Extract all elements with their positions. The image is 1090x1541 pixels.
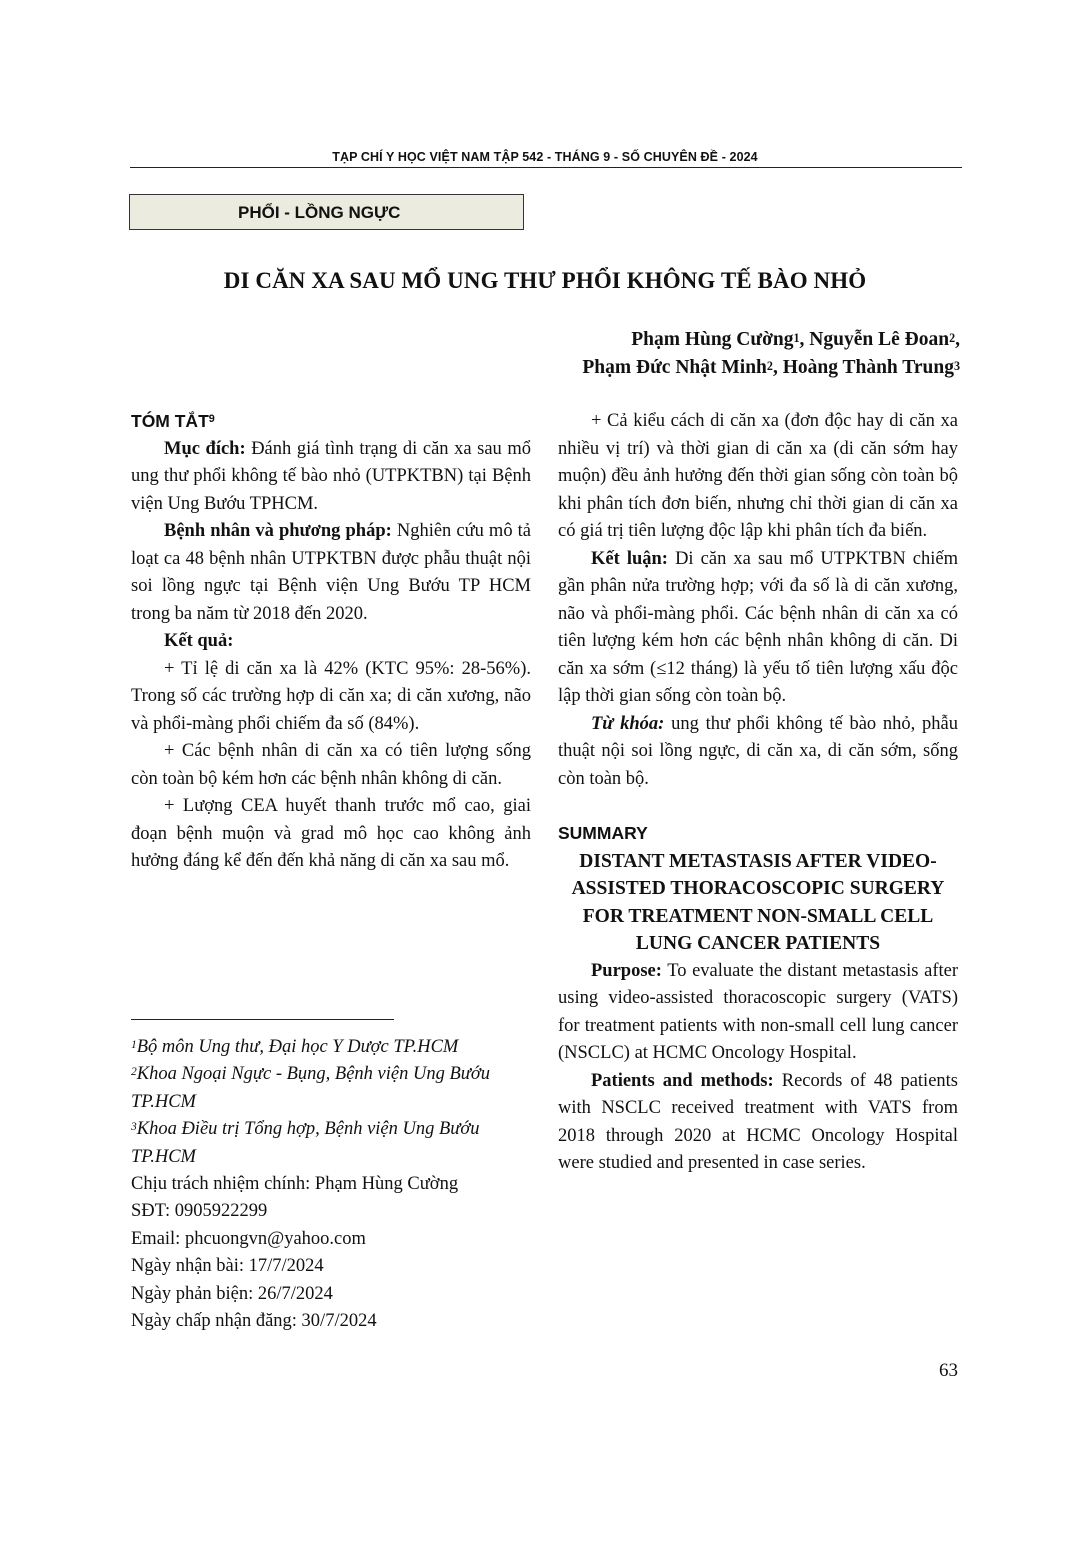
result-item: + Lượng CEA huyết thanh trước mổ cao, giai đoạn bệnh muộn và grad mô học cao không ảnh hưởng đáng kể đến đến khả năng di căn xa sau mổ. xyxy=(131,796,531,871)
author-name: Phạm Hùng Cường xyxy=(631,329,794,350)
author-name: Phạm Đức Nhật Minh xyxy=(582,357,767,378)
date-reviewed: Ngày phản biện: 26/7/2024 xyxy=(131,1283,333,1304)
keywords-label: Từ khóa: xyxy=(591,713,665,734)
affiliation-mark: 3 xyxy=(953,359,960,373)
en-methods-paragraph: Patients and methods: Records of 48 patients with NSCLC received treatment with VATS from 2018 through 2020 at HCMC Oncology Hospital were studied and presented in case series. xyxy=(558,1070,959,1173)
header-rule xyxy=(130,167,962,168)
journal-header: TẠP CHÍ Y HỌC VIỆT NAM TẬP 542 - THÁNG 9 - SỐ CHUYÊN ĐỀ - 2024 xyxy=(332,150,758,164)
footnote-rule xyxy=(131,1019,394,1020)
methods-label: Bệnh nhân và phương pháp: xyxy=(164,521,392,541)
footnotes xyxy=(131,1034,531,1335)
conclusion-paragraph: Kết luận: Di căn xa sau mổ UTPKTBN chiếm gần phân nửa trường hợp; với đa số là di căn xương, não và phổi-màng phổi. Các bệnh nhân di căn xa có tiên lượng kém hơn các bệnh nhân không di căn. Di căn xa sớm (≤12 tháng) là yếu tố tiên lượng xấu độc lập thời gian sống còn toàn bộ. xyxy=(558,548,959,706)
purpose-paragraph: Mục đích: Đánh giá tình trạng di căn xa sau mổ ung thư phổi không tế bào nhỏ (UTPKTBN) tại Bệnh viện Ung Bướu TPHCM. xyxy=(131,438,531,514)
email: Email: phcuongvn@yahoo.com xyxy=(131,1228,366,1249)
article-title: DI CĂN XA SAU MỔ UNG THƯ PHỔI KHÔNG TẾ BÀO NHỎ xyxy=(223,268,867,293)
author-name: , Hoàng Thành Trung xyxy=(772,357,954,378)
purpose-label: Mục đích: xyxy=(164,438,246,459)
summary-heading: SUMMARY xyxy=(558,823,648,843)
abstract-continued xyxy=(558,408,958,1178)
phone: SĐT: 0905922299 xyxy=(131,1201,268,1222)
date-accepted: Ngày chấp nhận đăng: 30/7/2024 xyxy=(131,1311,377,1332)
abstract-vietnamese xyxy=(131,408,531,876)
authors-line-2 xyxy=(430,354,960,382)
corresponding-author: Chịu trách nhiệm chính: Phạm Hùng Cường xyxy=(131,1174,459,1195)
english-title: DISTANT METASTASIS AFTER VIDEO-ASSISTED THORACOSCOPIC SURGERY FOR TREATMENT NON-SMALL CELL LUNG CANCER PATIENTS xyxy=(571,850,945,954)
footnote-affiliation-3: $^3$Khoa Điều trị Tổng hợp, Bệnh viện Ung Bướu TP.HCM xyxy=(131,1119,480,1167)
en-purpose-label: Purpose: xyxy=(591,960,662,981)
author-name: , Nguyễn Lê Đoan xyxy=(799,329,950,350)
en-purpose-paragraph: Purpose: To evaluate the distant metastasis after using video-assisted thoracoscopic surgery (VATS) for treatment patients with non-small cell lung cancer (NSCLC) at HCMC Oncology Hospital. xyxy=(558,960,958,1063)
abstract-heading: TÓM TẮT$^9$ xyxy=(131,411,215,431)
methods-paragraph: Bệnh nhân và phương pháp: Nghiên cứu mô tả loạt ca 48 bệnh nhân UTPKTBN được phẫu thuật nội soi lồng ngực tại Bệnh viện Ung Bướu TP HCM trong ba năm từ 2018 đến 2020. xyxy=(131,521,531,624)
author-separator: , xyxy=(955,329,960,350)
result-item: + Các bệnh nhân di căn xa có tiên lượng sống còn toàn bộ kém hơn các bệnh nhân không di căn. xyxy=(131,741,531,789)
footnote-affiliation-2: $^2$Khoa Ngoại Ngực - Bụng, Bệnh viện Ung Bướu TP.HCM xyxy=(131,1064,490,1112)
keywords-paragraph: Từ khóa: ung thư phổi không tế bào nhỏ, phẫu thuật nội soi lồng ngực, di căn xa, di căn sớm, sống còn toàn bộ. xyxy=(558,713,958,789)
authors-line-1 xyxy=(430,326,960,354)
section-label: PHỔI - LỒNG NGỰC xyxy=(129,194,524,230)
conclusion-label: Kết luận: xyxy=(591,548,668,569)
page-number: 63 xyxy=(939,1360,958,1381)
result-item: + Tỉ lệ di căn xa là 42% (KTC 95%: 28-56%). Trong số các trường hợp di căn xa; di căn xương, não và phổi-màng phổi chiếm đa số (84%). xyxy=(131,658,531,734)
affiliation-mark: 1 xyxy=(793,331,800,345)
heading-footnote-mark: 9 xyxy=(208,413,215,425)
date-received: Ngày nhận bài: 17/7/2024 xyxy=(131,1256,324,1277)
affiliation-mark: 2 xyxy=(949,331,956,345)
authors xyxy=(430,326,960,382)
footnote-affiliation-1: $^1$Bộ môn Ung thư, Đại học Y Dược TP.HCM xyxy=(131,1037,459,1057)
results-heading: Kết quả: xyxy=(164,631,234,651)
affiliation-mark: 2 xyxy=(766,359,773,373)
result-item: + Cả kiểu cách di căn xa (đơn độc hay di căn xa nhiều vị trí) và thời gian di căn xa (di căn sớm hay muộn) đều ảnh hưởng đến thời gian sống còn toàn bộ khi phân tích đơn biến, nhưng chỉ thời gian di căn xa có giá trị tiên lượng độc lập khi phân tích đa biến. xyxy=(558,411,958,541)
en-methods-label: Patients and methods: xyxy=(591,1070,774,1091)
